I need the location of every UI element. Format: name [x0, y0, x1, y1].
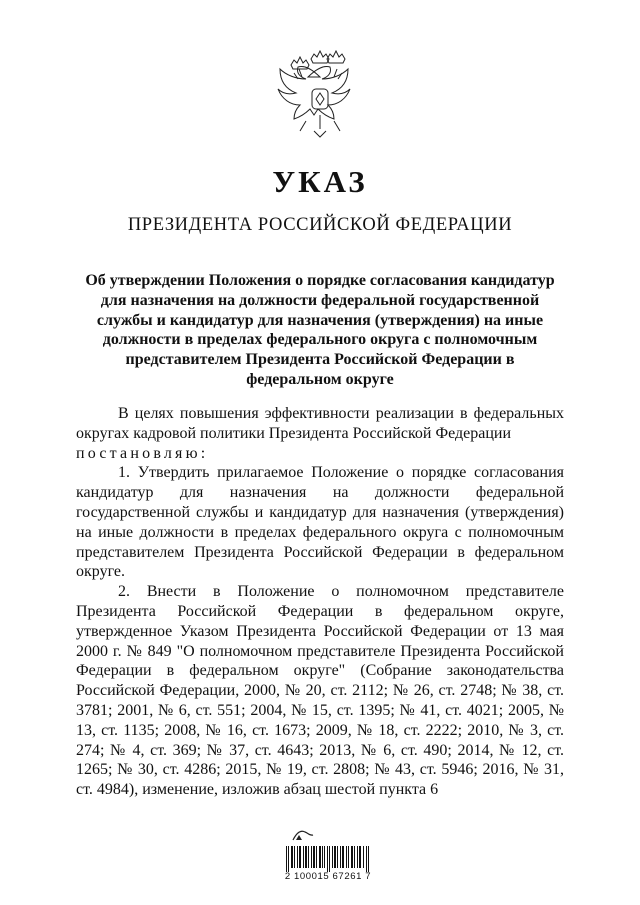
- preamble-paragraph: В целях повышения эффективности реализации в федеральных округах кадровой политики Президента Российской Федерации: [76, 405, 564, 442]
- printer-mark-icon: [290, 828, 316, 842]
- barcode-icon: [286, 846, 370, 872]
- document-body: [76, 404, 564, 800]
- page-title: УКАЗ: [272, 164, 368, 199]
- item-1-paragraph: 1. Утвердить прилагаемое Положение о порядке согласования кандидатур для назначения на должности федеральной государственной службы и кандидатур для назначения (утверждения) на иные должности в пределах федерального округа с полномочным представителем Президента Российской Федерации в федеральном округе.: [76, 464, 564, 581]
- page-subtitle: ПРЕЗИДЕНТА РОССИЙСКОЙ ФЕДЕРАЦИИ: [127, 215, 513, 235]
- russian-coat-of-arms-icon: [276, 49, 364, 145]
- barcode-number: 2 100015 67261 7: [284, 871, 372, 882]
- decree-word: постановляю:: [76, 444, 209, 462]
- item-2-paragraph: 2. Внести в Положение о полномочном представителе Президента Российской Федерации в федеральном округе, утвержденное Указом Президента Российской Федерации от 13 мая 2000 г. № 849 "О полномочном представителе Президента Российской Федерации в федеральном округе" (Собрание законодательства Российской Федерации, 2000, № 20, ст. 2112; № 26, ст. 2748; № 38, ст. 3781; 2001, № 6, ст. 551; 2004, № 15, ст. 1395; № 41, ст. 4021; 2005, № 13, ст. 1135; 2008, № 16, ст. 1673; 2009, № 18, ст. 2222; 2010, № 3, ст. 274; № 4, ст. 369; № 37, ст. 4643; 2013, № 6, ст. 490; 2014, № 12, ст. 1265; № 30, ст. 4286; 2015, № 19, ст. 2808; № 43, ст. 5946; 2016, № 31, ст. 4984), изменение, изложив абзац шестой пункта 6: [76, 583, 564, 799]
- document-heading: Об утверждении Положения о порядке согласования кандидатур для назначения на должности федеральной государственной службы и кандидатур для назначения (утверждения) на иные должности в пределах федерального округа с полномочным представителем Президента Российской Федерации в федеральном округе: [85, 272, 555, 388]
